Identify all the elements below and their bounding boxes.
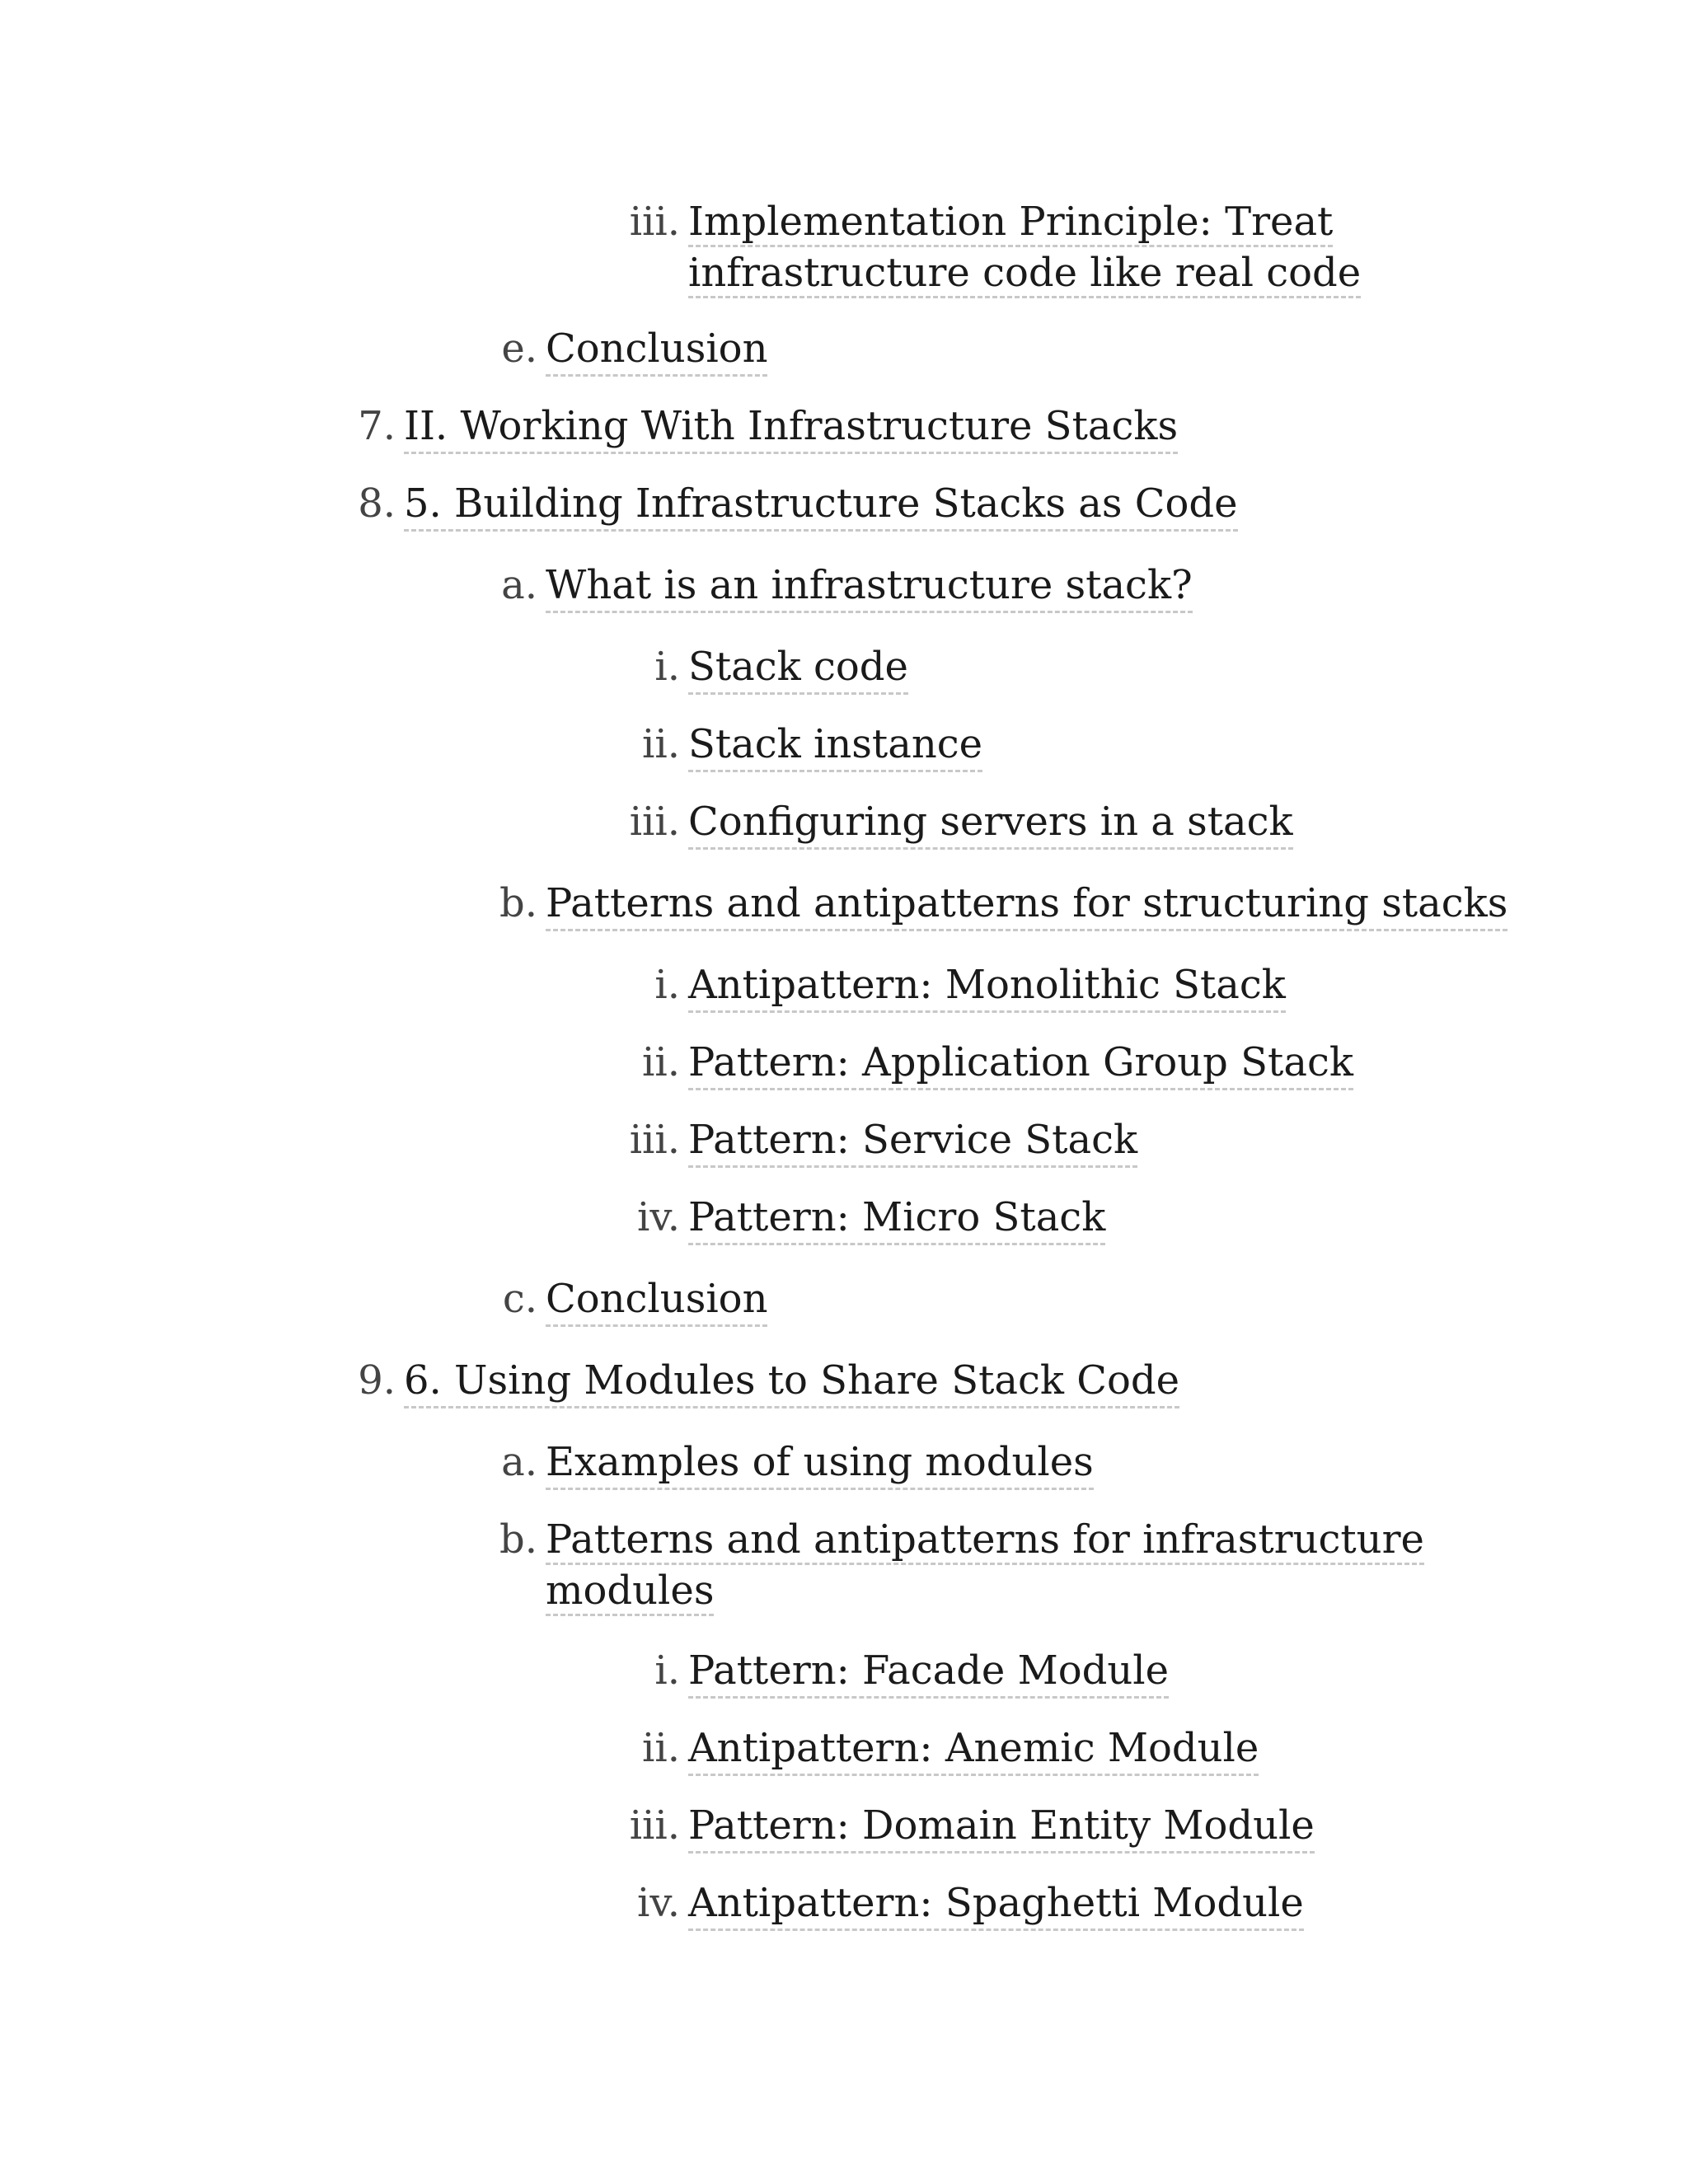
toc-link[interactable]: Stack code <box>688 641 908 695</box>
toc-marker: 7. <box>358 403 396 449</box>
toc-marker: iii. <box>629 1117 680 1163</box>
toc-marker: iii. <box>629 799 680 845</box>
toc-link[interactable]: Configuring servers in a stack <box>688 796 1293 850</box>
toc-link[interactable]: Pattern: Domain Entity Module <box>688 1800 1315 1854</box>
toc-link[interactable]: Conclusion <box>546 1273 767 1327</box>
toc-marker: i. <box>654 644 680 690</box>
toc-link[interactable]: Pattern: Facade Module <box>688 1645 1169 1699</box>
toc-marker: c. <box>502 1276 537 1322</box>
toc-marker: 9. <box>358 1357 396 1404</box>
toc-marker: ii. <box>642 1725 680 1771</box>
toc-link[interactable]: Stack instance <box>688 719 982 772</box>
toc-link[interactable]: Examples of using modules <box>546 1436 1094 1490</box>
toc-marker: a. <box>501 562 537 608</box>
toc-marker: ii. <box>642 1039 680 1085</box>
toc-marker: b. <box>499 1516 537 1563</box>
toc-marker: iv. <box>636 1880 680 1926</box>
toc-marker: a. <box>501 1439 537 1485</box>
toc-link[interactable]: Antipattern: Monolithic Stack <box>688 959 1286 1013</box>
toc-marker: iv. <box>636 1194 680 1240</box>
toc-link[interactable]: II. Working With Infrastructure Stacks <box>404 401 1178 454</box>
toc-marker: e. <box>501 326 537 372</box>
toc-link[interactable]: Pattern: Micro Stack <box>688 1192 1105 1245</box>
toc-link[interactable]: What is an infrastructure stack? <box>546 560 1193 613</box>
toc-link[interactable]: Patterns and antipatterns for infrastructure modules <box>546 1514 1424 1616</box>
toc-link[interactable]: Implementation Principle: Treat infrastructure code like real code <box>688 196 1361 298</box>
toc-marker: i. <box>654 962 680 1008</box>
toc-link[interactable]: Conclusion <box>546 323 767 377</box>
toc-marker: b. <box>499 880 537 926</box>
toc-marker: ii. <box>642 721 680 767</box>
toc-marker: i. <box>654 1647 680 1694</box>
toc-link[interactable]: 6. Using Modules to Share Stack Code <box>404 1355 1179 1408</box>
toc-link[interactable]: Pattern: Application Group Stack <box>688 1037 1353 1090</box>
toc-marker: iii. <box>629 1802 680 1849</box>
toc-link[interactable]: Pattern: Service Stack <box>688 1114 1137 1168</box>
toc-link[interactable]: Patterns and antipatterns for structuring stacks <box>546 878 1507 931</box>
toc-marker: 8. <box>358 480 396 527</box>
toc-link[interactable]: 5. Building Infrastructure Stacks as Code <box>404 478 1238 532</box>
toc-link[interactable]: Antipattern: Spaghetti Module <box>688 1877 1304 1931</box>
toc-link[interactable]: Antipattern: Anemic Module <box>688 1722 1259 1776</box>
toc-marker: iii. <box>629 199 680 245</box>
